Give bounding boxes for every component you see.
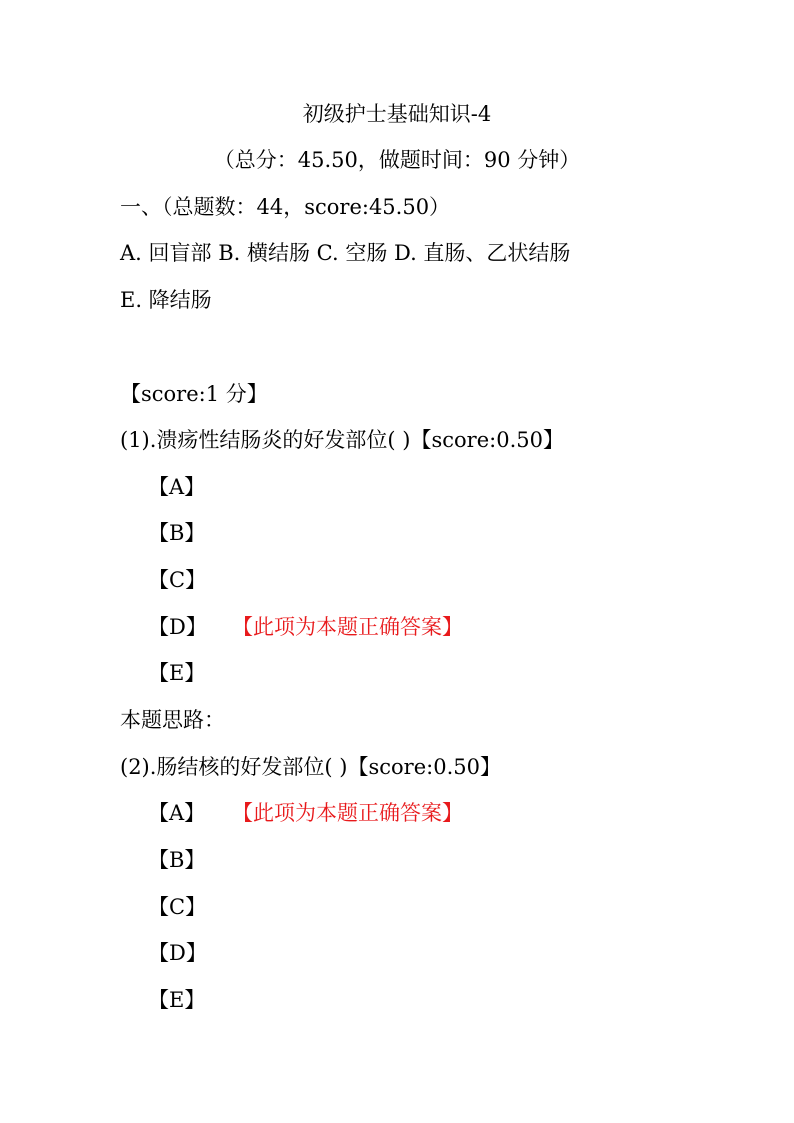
option-b: 【B】 — [148, 848, 206, 872]
option-c: 【C】 — [148, 568, 207, 592]
option-b: 【B】 — [148, 521, 206, 545]
correct-answer-marker: 【此项为本题正确答案】 — [232, 801, 463, 825]
shared-options-line-1: A. 回盲部 B. 横结肠 C. 空肠 D. 直肠、乙状结肠 — [120, 241, 571, 265]
option-d: 【D】 — [148, 941, 207, 965]
option-a: 【A】 — [148, 475, 206, 499]
shared-options-line-2: E. 降结肠 — [120, 288, 212, 312]
option-c: 【C】 — [148, 895, 207, 919]
document-title: 初级护士基础知识-4 — [302, 102, 492, 126]
correct-answer-marker: 【此项为本题正确答案】 — [232, 615, 463, 639]
document-subtitle: （总分：45.50，做题时间：90 分钟） — [213, 148, 581, 172]
option-e: 【E】 — [148, 988, 206, 1012]
explanation-label: 本题思路： — [120, 708, 225, 732]
question-stem: (1).溃疡性结肠炎的好发部位( )【score:0.50】 — [120, 428, 564, 452]
option-d: 【D】 — [148, 615, 207, 639]
option-e: 【E】 — [148, 661, 206, 685]
section-heading: 一、（总题数：44，score:45.50） — [120, 195, 451, 219]
question-stem: (2).肠结核的好发部位( )【score:0.50】 — [120, 755, 501, 779]
option-a: 【A】 — [148, 801, 206, 825]
group-score: 【score:1 分】 — [120, 382, 268, 406]
